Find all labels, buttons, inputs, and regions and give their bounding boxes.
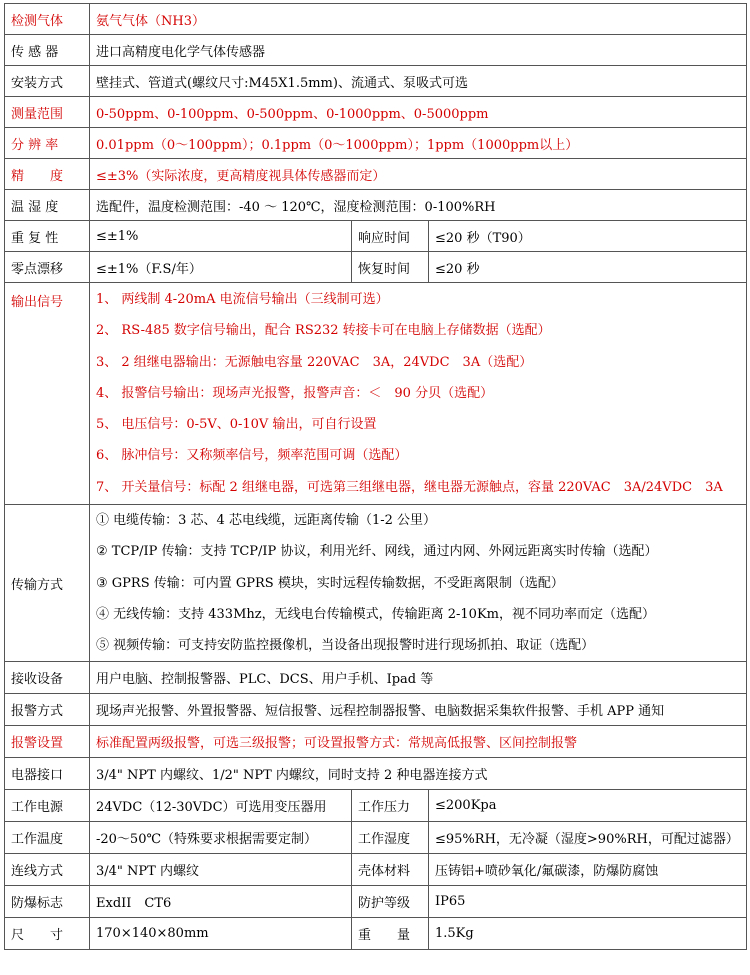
- output-line: 1、 两线制 4-20mA 电流信号输出（三线制可选）: [96, 291, 389, 307]
- output-line: 6、 脉冲信号：又称频率信号，频率范围可调（选配）: [96, 448, 408, 464]
- transmission-line: ⑤ 视频传输：可支持安防监控摄像机，当设备出现报警时进行现场抓拍、取证（选配）: [96, 638, 595, 654]
- value-response: ≤20 秒（T90）: [429, 221, 747, 252]
- row-resolution: [5, 128, 747, 159]
- value-install: 壁挂式、管道式(螺纹尺寸:M45X1.5mm)、流通式、泵吸式可选: [90, 66, 747, 97]
- transmission-line: ④ 无线传输：支持 433Mhz，无线电台传输模式，传输距离 2-10Km，视不同功率而定（选配）: [96, 606, 655, 622]
- value-size: 170×140×80mm: [90, 918, 352, 950]
- label-repeat: 重 复 性: [5, 221, 90, 252]
- value-protection: IP65: [429, 886, 747, 918]
- output-line: 3、 2 组继电器输出：无源触电容量 220VAC 3A，24VDC 3A（选配）: [96, 354, 533, 370]
- label-housing: 壳体材料: [352, 854, 429, 886]
- label-sensor: 传 感 器: [5, 35, 90, 66]
- label-protection: 防护等级: [352, 886, 429, 918]
- output-line: 4、 报警信号输出：现场声光报警，报警声音：＜ 90 分贝（选配）: [96, 385, 494, 401]
- row-wiring: [5, 854, 747, 886]
- label-interface: 电器接口: [5, 758, 90, 790]
- value-temp-hum: 选配件，温度检测范围：-40 ～ 120℃，湿度检测范围：0-100%RH: [90, 190, 747, 221]
- label-recovery: 恢复时间: [352, 252, 429, 283]
- row-gas: [5, 4, 747, 35]
- value-transmission: [90, 505, 747, 662]
- value-receiver: 用户电脑、控制报警器、PLC、DCS、用户手机、Ipad 等: [90, 662, 747, 694]
- label-alarm-set: 报警设置: [5, 726, 90, 758]
- row-interface: [5, 758, 747, 790]
- label-power: 工作电源: [5, 790, 90, 822]
- label-weight: 重 量: [352, 918, 429, 950]
- label-drift: 零点漂移: [5, 252, 90, 283]
- row-alarm-mode: [5, 694, 747, 726]
- label-accuracy: 精 度: [5, 159, 90, 190]
- output-line: 5、 电压信号：0-5V、0-10V 输出，可自行设置: [96, 417, 377, 433]
- value-housing: 压铸铝+喷砂氧化/氟碳漆，防爆防腐蚀: [429, 854, 747, 886]
- label-gas: 检测气体: [5, 4, 90, 35]
- value-alarm-mode: 现场声光报警、外置报警器、短信报警、远程控制器报警、电脑数据采集软件报警、手机 APP 通知: [90, 694, 747, 726]
- value-pressure: ≤200Kpa: [429, 790, 747, 822]
- value-interface: 3/4" NPT 内螺纹、1/2" NPT 内螺纹，同时支持 2 种电器连接方式: [90, 758, 747, 790]
- row-power: [5, 790, 747, 822]
- row-install: [5, 66, 747, 97]
- row-sensor: [5, 35, 747, 66]
- transmission-line: ③ GPRS 传输：可内置 GPRS 模块，实时远程传输数据，不受距离限制（选配）: [96, 575, 564, 591]
- value-resolution: 0.01ppm（0～100ppm）；0.1ppm（0～1000ppm）；1ppm（1000ppm以上）: [90, 128, 747, 159]
- label-install: 安装方式: [5, 66, 90, 97]
- value-weight: 1.5Kg: [429, 918, 747, 950]
- label-resolution: 分 辨 率: [5, 128, 90, 159]
- row-drift: [5, 252, 747, 283]
- label-temp-hum: 温 湿 度: [5, 190, 90, 221]
- label-transmission: 传输方式: [5, 505, 90, 662]
- label-alarm-mode: 报警方式: [5, 694, 90, 726]
- label-output: 输出信号: [5, 283, 90, 505]
- value-output: [90, 283, 747, 505]
- label-size: 尺 寸: [5, 918, 90, 950]
- spec-table: [4, 3, 747, 950]
- row-receiver: [5, 662, 747, 694]
- value-ex: ExdII CT6: [90, 886, 352, 918]
- row-output: [5, 283, 747, 505]
- label-pressure: 工作压力: [352, 790, 429, 822]
- row-temp-hum: [5, 190, 747, 221]
- label-response: 响应时间: [352, 221, 429, 252]
- label-range: 测量范围: [5, 97, 90, 128]
- row-repeat: [5, 221, 747, 252]
- value-sensor: 进口高精度电化学气体传感器: [90, 35, 747, 66]
- transmission-line: ① 电缆传输：3 芯、4 芯电线缆，远距离传输（1-2 公里）: [96, 513, 437, 528]
- row-alarm-set: [5, 726, 747, 758]
- label-receiver: 接收设备: [5, 662, 90, 694]
- value-work-humidity: ≤95%RH，无冷凝（湿度>90%RH，可配过滤器）: [429, 822, 747, 854]
- value-range: 0-50ppm、0-100ppm、0-500ppm、0-1000ppm、0-5000ppm: [90, 97, 747, 128]
- value-alarm-set: 标准配置两级报警，可选三级报警；可设置报警方式：常规高低报警、区间控制报警: [90, 726, 747, 758]
- value-power: 24VDC（12-30VDC）可选用变压器用: [90, 790, 352, 822]
- row-ex: [5, 886, 747, 918]
- value-wiring: 3/4" NPT 内螺纹: [90, 854, 352, 886]
- value-gas: 氨气气体（NH3）: [90, 4, 747, 35]
- value-recovery: ≤20 秒: [429, 252, 747, 283]
- label-work-humidity: 工作湿度: [352, 822, 429, 854]
- row-accuracy: [5, 159, 747, 190]
- row-range: [5, 97, 747, 128]
- output-line: 2、 RS-485 数字信号输出，配合 RS232 转接卡可在电脑上存储数据（选配）: [96, 323, 551, 339]
- value-drift: ≤±1%（F.S/年）: [90, 252, 352, 283]
- row-work-temp: [5, 822, 747, 854]
- value-repeat: ≤±1%: [90, 221, 352, 252]
- value-work-temp: -20～50℃（特殊要求根据需要定制）: [90, 822, 352, 854]
- label-ex: 防爆标志: [5, 886, 90, 918]
- row-size: [5, 918, 747, 950]
- label-wiring: 连线方式: [5, 854, 90, 886]
- row-transmission: [5, 505, 747, 662]
- transmission-line: ② TCP/IP 传输：支持 TCP/IP 协议，利用光纤、网线，通过内网、外网远距离实时传输（选配）: [96, 544, 658, 560]
- label-work-temp: 工作温度: [5, 822, 90, 854]
- output-line: 7、 开关量信号：标配 2 组继电器，可选第三组继电器，继电器无源触点，容量 220VAC 3A/24VDC 3A: [96, 479, 723, 495]
- value-accuracy: ≤±3%（实际浓度，更高精度视具体传感器而定）: [90, 159, 747, 190]
